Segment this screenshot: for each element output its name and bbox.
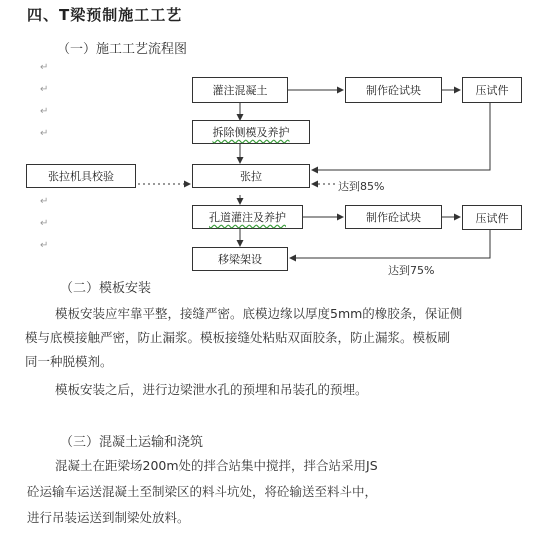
- box-pour-concrete: [192, 77, 288, 103]
- box-make-sample-2: [345, 205, 442, 229]
- section-heading: 四、T梁预制施工工艺: [27, 6, 183, 24]
- paragraph-line: 混凝土在距梁场200m处的拌合站集中搅拌，拌合站采用JS: [55, 458, 378, 473]
- paragraph-line: 模板安装应牢靠平整，接缝严密。底模边缘以厚度5mm的橡胶条，保证侧: [55, 306, 463, 321]
- box-label: 移梁架设: [218, 253, 262, 266]
- box-press-specimen-1: [462, 77, 522, 103]
- subsection-title-formwork: （二）模板安装: [60, 281, 152, 296]
- box-label: 制作砼试块: [366, 211, 421, 224]
- box-label: 制作砼试块: [366, 84, 421, 97]
- box-label: 张拉机具校验: [48, 170, 114, 183]
- paragraph-mark: ↵: [40, 240, 49, 251]
- paragraph-mark: ↵: [40, 128, 49, 139]
- subsection-title-concrete: （三）混凝土运输和浇筑: [60, 435, 204, 450]
- box-press-specimen-2: [462, 205, 522, 230]
- paragraph-mark: ↵: [40, 84, 49, 95]
- box-remove-formwork: [192, 120, 310, 144]
- box-label: 孔道灌注及养护: [209, 211, 286, 224]
- box-calibrate-jacks: [26, 164, 136, 188]
- paragraph-line: 进行吊装运送到制梁处放料。: [27, 510, 190, 525]
- paragraph-line: 模与底模接触严密，防止漏浆。模板接缝处粘贴双面胶条，防止漏浆。模板刷: [25, 330, 451, 345]
- paragraph-formwork: [25, 301, 547, 411]
- box-move-erect-beam: [192, 247, 288, 271]
- box-label: 压试件: [475, 211, 509, 225]
- paragraph-mark: ↵: [40, 62, 49, 73]
- paragraph-mark: ↵: [40, 196, 49, 207]
- box-tension: [192, 164, 310, 188]
- box-label: 拆除侧模及养护: [212, 126, 290, 139]
- note-reach-85: 达到85%: [338, 180, 385, 193]
- subsection-title-flowchart: （一）施工工艺流程图: [57, 42, 188, 57]
- paragraph-line: 同一种脱模剂。: [25, 354, 113, 369]
- box-make-sample-1: [345, 77, 442, 103]
- box-label: 张拉: [240, 170, 262, 183]
- paragraph-line: 模板安装之后，进行边梁泄水孔的预埋和吊装孔的预埋。: [55, 382, 368, 397]
- box-duct-grouting: [192, 205, 303, 229]
- paragraph-mark: ↵: [40, 218, 49, 229]
- paragraph-concrete: [27, 453, 547, 537]
- box-label: 压试件: [475, 84, 509, 97]
- paragraph-mark: ↵: [40, 106, 49, 117]
- paragraph-line: 砼运输车运送混凝土至制梁区的料斗坑处，将砼输送至料斗中，: [27, 484, 378, 499]
- box-label: 灌注混凝土: [212, 84, 268, 97]
- note-reach-75: 达到75%: [388, 264, 435, 277]
